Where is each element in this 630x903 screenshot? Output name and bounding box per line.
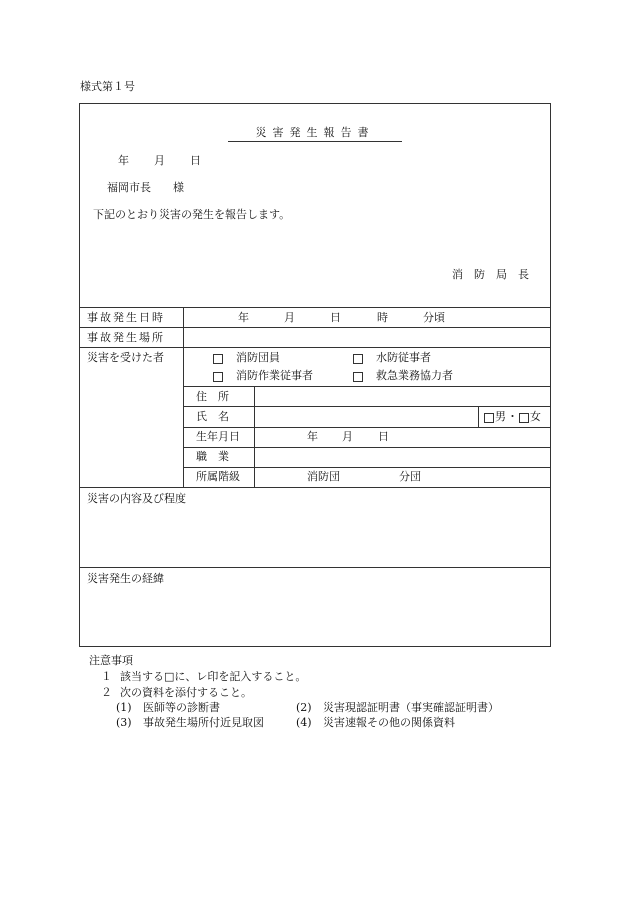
divider-options — [183, 386, 551, 387]
birthdate-label: 生年月日 — [196, 430, 240, 443]
attachment-3-text: 事故発生場所付近見取図 — [143, 716, 264, 729]
affiliation-label: 所属階級 — [196, 470, 240, 483]
checkbox-fire-corps-member[interactable] — [213, 354, 223, 364]
damage-details-label: 災害の内容及び程度 — [87, 492, 186, 505]
sex-female-label: 女 — [530, 410, 541, 423]
accident-hour-label: 時 — [377, 311, 388, 324]
date-day-label: 日 — [190, 154, 201, 167]
column-divider-sex — [478, 406, 479, 427]
divider-header — [79, 307, 551, 308]
form-title: 災害発生報告書 — [228, 126, 402, 142]
sex-separator: ・ — [507, 410, 518, 423]
intro-text: 下記のとおり災害の発生を報告します。 — [93, 208, 291, 221]
checkbox-flood-worker[interactable] — [353, 354, 363, 364]
option-ems-collaborator: 救急業務協力者 — [376, 369, 453, 382]
birth-day-label: 日 — [378, 430, 389, 443]
checkbox-ems-collaborator[interactable] — [353, 372, 363, 382]
option-flood-worker: 水防従事者 — [376, 351, 431, 364]
divider-name — [183, 427, 551, 428]
accident-day-label: 日 — [330, 311, 341, 324]
occupation-label: 職 業 — [196, 450, 229, 463]
sex-male-label: 男 — [495, 410, 506, 423]
form-number: 様式第１号 — [80, 80, 135, 93]
address-label: 住 所 — [196, 390, 229, 403]
attachment-1-text: 医師等の診断書 — [143, 701, 220, 714]
divider-damage — [79, 567, 551, 568]
attachment-1-number: (1) — [116, 701, 132, 714]
checkbox-male[interactable] — [484, 413, 494, 423]
divider-address — [183, 406, 551, 407]
accident-year-label: 年 — [238, 311, 249, 324]
name-label: 氏 名 — [196, 410, 229, 423]
birth-month-label: 月 — [342, 430, 353, 443]
accident-minute-label: 分頃 — [423, 311, 445, 324]
attachment-3-number: (3) — [116, 716, 132, 729]
divider-place — [79, 347, 551, 348]
column-divider-sublabels — [254, 386, 255, 487]
attachment-4-text: 災害速報その他の関係資料 — [323, 716, 455, 729]
circumstances-label: 災害発生の経緯 — [87, 572, 164, 585]
birth-year-label: 年 — [307, 430, 318, 443]
column-divider-labels — [183, 307, 184, 487]
divider-birthdate — [183, 447, 551, 448]
victim-label: 災害を受けた者 — [87, 351, 164, 364]
divider-victim — [79, 487, 551, 488]
checkbox-female[interactable] — [519, 413, 529, 423]
branch-label: 分団 — [399, 470, 421, 483]
attachment-4-number: (4) — [296, 716, 312, 729]
note-1-text: 該当する□に、レ印を記入すること。 — [120, 670, 307, 683]
accident-month-label: 月 — [284, 311, 295, 324]
option-fire-corps-member: 消防団員 — [236, 351, 280, 364]
date-year-label: 年 — [118, 154, 129, 167]
note-1-number: １ — [101, 670, 112, 683]
fire-corps-label: 消防団 — [307, 470, 340, 483]
divider-datetime — [79, 327, 551, 328]
option-firefighting-worker: 消防作業従事者 — [236, 369, 313, 382]
note-2-number: ２ — [101, 686, 112, 699]
checkbox-firefighting-worker[interactable] — [213, 372, 223, 382]
date-month-label: 月 — [154, 154, 165, 167]
notes-heading: 注意事項 — [89, 654, 133, 667]
attachment-2-number: (2) — [296, 701, 312, 714]
accident-datetime-label: 事故発生日時 — [87, 311, 165, 324]
accident-place-label: 事故発生場所 — [87, 331, 165, 344]
sender: 消 防 局 長 — [452, 268, 529, 281]
attachment-2-text: 災害現認証明書（事実確認証明書） — [323, 701, 499, 714]
note-2-text: 次の資料を添付すること。 — [120, 686, 252, 699]
addressee: 福岡市長 様 — [107, 181, 184, 194]
divider-occupation — [183, 467, 551, 468]
